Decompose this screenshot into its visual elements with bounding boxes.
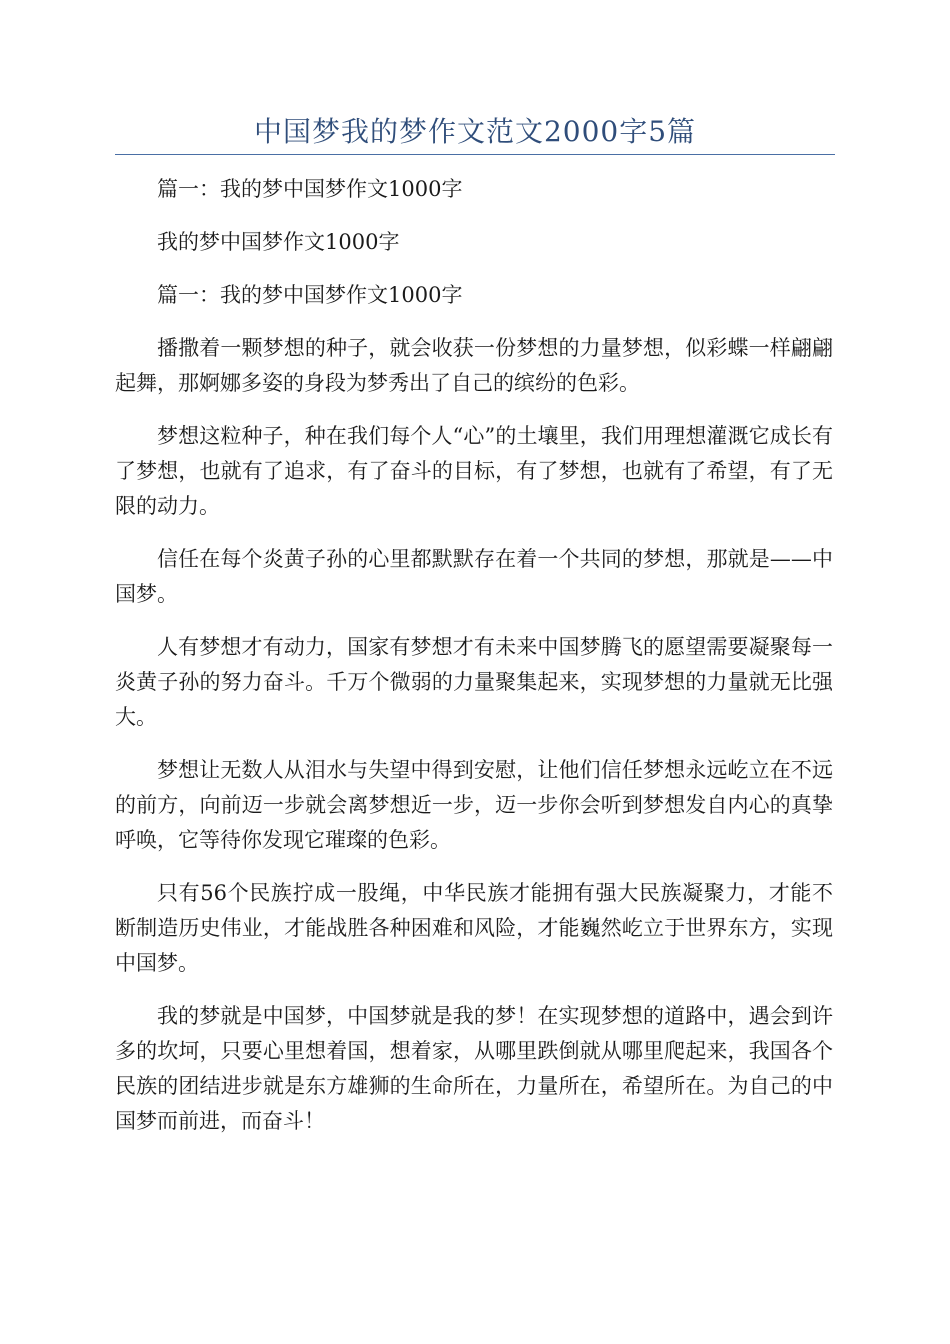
paragraph: 我的梦就是中国梦，中国梦就是我的梦！在实现梦想的道路中，遇会到许多的坎坷，只要心里想着国，想着家，从哪里跌倒就从哪里爬起来，我国各个民族的团结进步就是东方雄狮的生命所在，力量所在，希望所在。为自己的中国梦而前进，而奋斗！ <box>115 1004 833 1133</box>
paragraph: 篇一：我的梦中国梦作文1000字 <box>157 283 463 307</box>
paragraph: 信任在每个炎黄子孙的心里都默默存在着一个共同的梦想，那就是——中国梦。 <box>115 547 833 606</box>
title-underline <box>115 154 835 155</box>
paragraph: 梦想这粒种子，种在我们每个人“心”的土壤里，我们用理想灌溉它成长有了梦想，也就有了追求，有了奋斗的目标，有了梦想，也就有了希望，有了无限的动力。 <box>115 424 833 518</box>
paragraph: 人有梦想才有动力，国家有梦想才有未来中国梦腾飞的愿望需要凝聚每一炎黄子孙的努力奋斗。千万个微弱的力量聚集起来，实现梦想的力量就无比强大。 <box>115 635 833 729</box>
paragraph: 我的梦中国梦作文1000字 <box>157 230 400 254</box>
document-title: 中国梦我的梦作文范文2000字5篇 <box>253 115 697 148</box>
paragraph: 播撒着一颗梦想的种子，就会收获一份梦想的力量梦想，似彩蝶一样翩翩起舞，那婀娜多姿的身段为梦秀出了自己的缤纷的色彩。 <box>115 336 833 395</box>
paragraph: 篇一：我的梦中国梦作文1000字 <box>157 177 463 201</box>
paragraph: 只有56个民族拧成一股绳，中华民族才能拥有强大民族凝聚力，才能不断制造历史伟业，才能战胜各种困难和风险，才能巍然屹立于世界东方，实现中国梦。 <box>115 881 833 975</box>
document-body <box>115 172 833 1157</box>
paragraph: 梦想让无数人从泪水与失望中得到安慰，让他们信任梦想永远屹立在不远的前方，向前迈一步就会离梦想近一步，迈一步你会听到梦想发自内心的真挚呼唤，它等待你发现它璀璨的色彩。 <box>115 758 833 852</box>
